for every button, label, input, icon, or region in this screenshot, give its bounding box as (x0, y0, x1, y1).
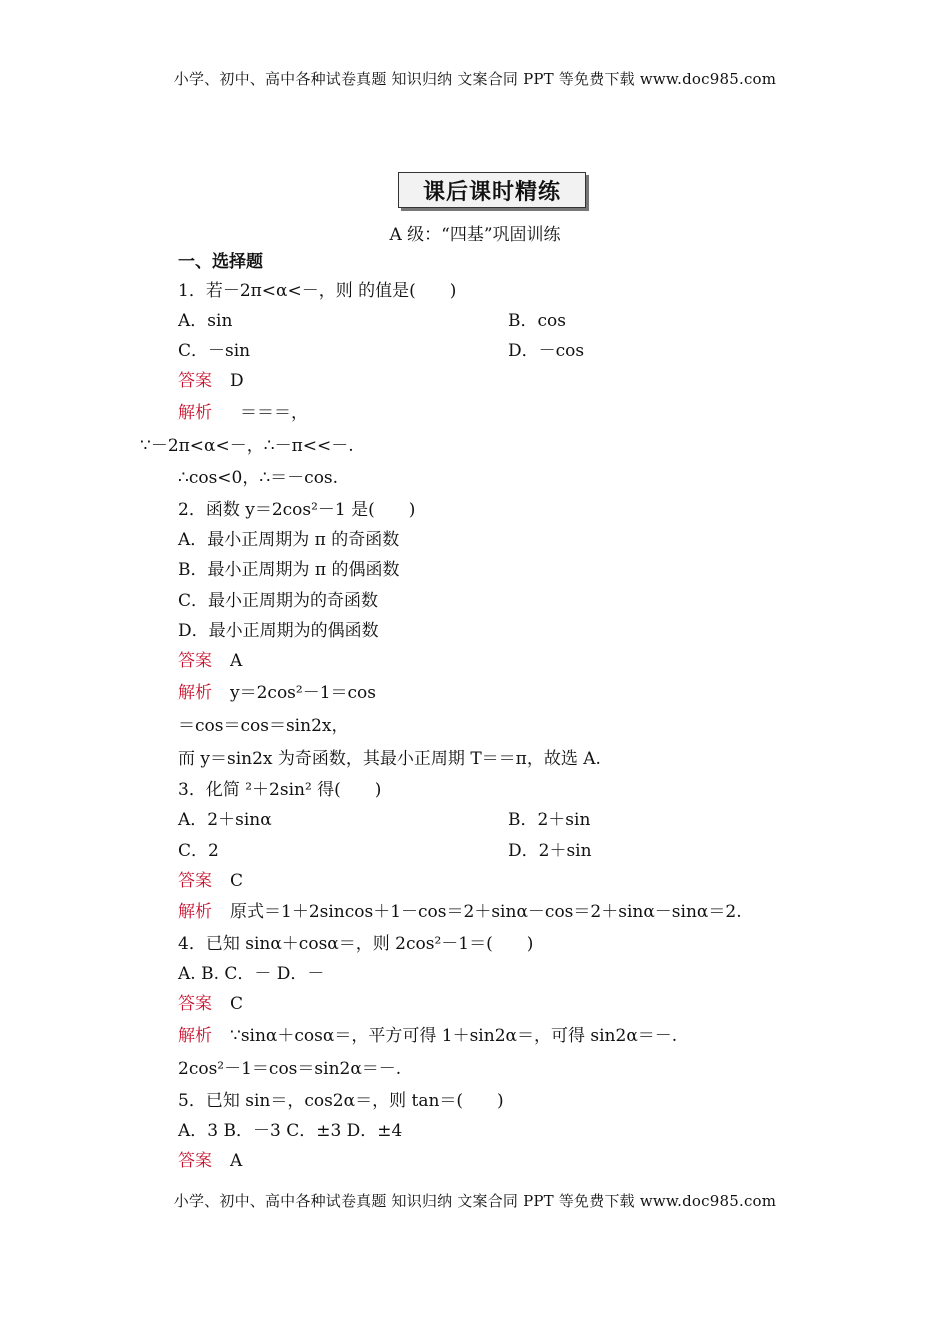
q2-analysis-row (178, 682, 376, 704)
q5-answer-row (178, 1150, 242, 1172)
q1-analysis-row (178, 402, 308, 424)
analysis-label: 解析 (178, 902, 212, 922)
q5-answer: A (230, 1151, 243, 1171)
q2-option-d: D．最小正周期为的偶函数 (178, 621, 379, 641)
page-header: 小学、初中、高中各种试卷真题 知识归纳 文案合同 PPT 等免费下载 www.doc985.com (173, 70, 777, 88)
q2-option-c: C．最小正周期为的奇函数 (178, 591, 379, 611)
q1-analysis-3: ∴cos<0，∴＝－cos. (178, 468, 339, 488)
q2-analysis-2: ＝cos＝cos＝sin2x， (178, 716, 349, 736)
q1-option-c: C．－sin (178, 341, 251, 361)
q2-answer-row (178, 650, 242, 672)
q3-option-d: D．2＋sin (508, 841, 592, 861)
q3-answer-row (178, 870, 243, 892)
analysis-label: 解析 (178, 403, 212, 423)
q1-stem: 1．若－2π<α<－，则 的值是( ) (178, 281, 457, 301)
q4-analysis-2: 2cos²－1＝cos＝sin2α＝－. (178, 1059, 402, 1079)
q3-option-a: A．2＋sinα (178, 810, 272, 830)
q4-analysis-row (178, 1025, 677, 1047)
q3-analysis-row (178, 901, 742, 923)
answer-label: 答案 (178, 651, 212, 671)
q4-options: A. B. C．－ D．－ (178, 964, 325, 984)
q4-answer: C (230, 994, 244, 1014)
answer-label: 答案 (178, 371, 212, 391)
analysis-label: 解析 (178, 1026, 212, 1046)
section-heading: 一、选择题 (178, 252, 263, 272)
q2-analysis-1: y＝2cos²－1＝cos (230, 683, 377, 703)
q1-option-b: B．cos (508, 311, 566, 331)
q3-analysis-1: 原式＝1＋2sincos＋1－cos＝2＋sinα－cos＝2＋sinα－sinα＝2. (230, 902, 742, 922)
q1-option-a: A．sin (178, 311, 233, 331)
q4-answer-row (178, 993, 243, 1015)
q2-answer: A (230, 651, 243, 671)
answer-label: 答案 (178, 1151, 212, 1171)
page-footer: 小学、初中、高中各种试卷真题 知识归纳 文案合同 PPT 等免费下载 www.doc985.com (173, 1192, 777, 1210)
analysis-label: 解析 (178, 683, 212, 703)
answer-label: 答案 (178, 871, 212, 891)
q2-analysis-3: 而 y＝sin2x 为奇函数，其最小正周期 T＝＝π，故选 A. (178, 749, 601, 769)
q5-stem: 5．已知 sin＝，cos2α＝，则 tan＝( ) (178, 1091, 504, 1111)
level-subtitle: A 级：“四基”巩固训练 (389, 225, 561, 245)
q3-option-c: C．2 (178, 841, 219, 861)
q1-analysis-1: ＝＝＝， (240, 403, 308, 423)
q1-answer: D (230, 371, 244, 391)
q1-option-d: D．－cos (508, 341, 585, 361)
q1-answer-row (178, 370, 244, 392)
q3-answer: C (230, 871, 244, 891)
page-title: 课后课时精练 (398, 172, 586, 208)
answer-label: 答案 (178, 994, 212, 1014)
q4-stem: 4．已知 sinα＋cosα＝，则 2cos²－1＝( ) (178, 934, 534, 954)
q3-option-b: B．2＋sin (508, 810, 591, 830)
q2-option-a: A．最小正周期为 π 的奇函数 (178, 530, 400, 550)
q3-stem: 3．化简 ²＋2sin² 得( ) (178, 780, 382, 800)
q2-option-b: B．最小正周期为 π 的偶函数 (178, 560, 400, 580)
q2-stem: 2．函数 y＝2cos²－1 是( ) (178, 500, 416, 520)
q5-options: A．3 B．－3 C．±3 D．±4 (178, 1121, 403, 1141)
q1-analysis-2: ∵－2π<α<－，∴－π<<－. (140, 436, 354, 456)
q4-analysis-1: ∵sinα＋cosα＝，平方可得 1＋sin2α＝，可得 sin2α＝－. (230, 1026, 678, 1046)
